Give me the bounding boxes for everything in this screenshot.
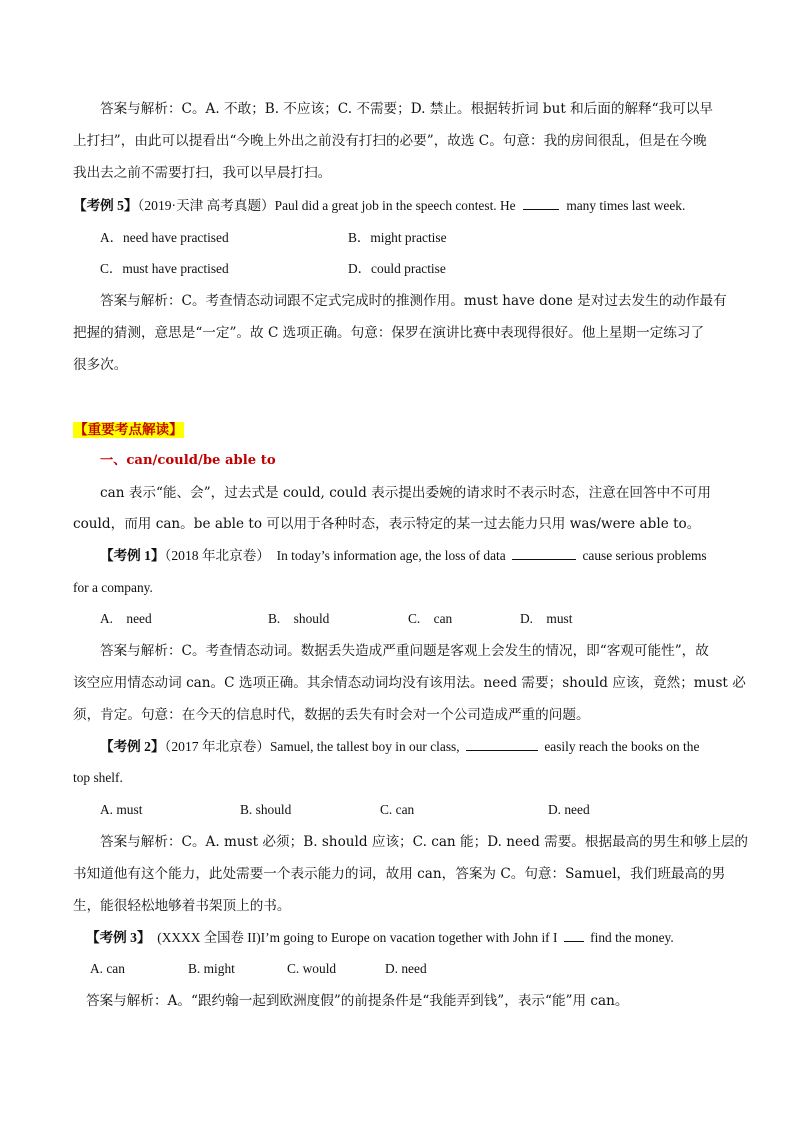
option-b: B. might — [188, 961, 235, 976]
answer-line: 很多次。 — [73, 357, 128, 373]
answer-line: 答案与解析：C。考查情态动词。数据丢失造成严重问题是客观上会发生的情况，即“客观可能性”，故 — [100, 643, 709, 659]
option-a: A. can — [90, 961, 125, 976]
answer-blank — [564, 929, 584, 942]
answer-line: 把握的猜测，意思是“一定”。故 C 选项正确。句意：保罗在演讲比赛中表现得很好。他上星期一定练习了 — [73, 325, 705, 341]
option-a: A．need have practised — [100, 230, 229, 245]
stem-text: many times last week. — [566, 198, 686, 213]
option-c: C. can — [380, 802, 415, 817]
question-source: （2017 年北京卷） — [164, 739, 270, 754]
question-source: (XXXX 全国卷 II) — [157, 930, 261, 945]
question-tag: 【考例 3】 — [86, 930, 151, 945]
stem-text: cause serious problems — [582, 548, 707, 563]
stem-text: easily reach the books on the — [544, 739, 700, 754]
option-b: B．might practise — [348, 230, 447, 245]
answer-line: 上打扫”，由此可以提看出“今晚上外出之前没有打扫的必要”，故选 C。句意：我的房间很乱，但是在今晚 — [73, 133, 707, 149]
stem-text: I’m going to Europe on vacation together with John if I — [260, 930, 558, 945]
paragraph-line: can 表示“能、会”，过去式是 could, could 表示提出委婉的请求时不表示时态，注意在回答中不可用 — [100, 485, 711, 501]
paragraph-line: could，而用 can。be able to 可以用于各种时态，表示特定的某一过去能力只用 was/were able to。 — [73, 516, 701, 532]
stem-continuation: for a company. — [73, 580, 153, 595]
answer-line: 我出去之前不需要打扫，我可以早晨打扫。 — [73, 165, 332, 181]
question-source: （2019·天津 高考真题） — [137, 198, 275, 213]
question-stem — [100, 737, 699, 757]
answer-line: 答案与解析：C。A. must 必须；B. should 应该；C. can 能；D. need 需要。根据最高的男生和够上层的 — [100, 834, 749, 850]
answer-line: 须，肯定。句意：在今天的信息时代，数据的丢失有时会对一个公司造成严重的问题。 — [73, 707, 590, 723]
option-c: C. can — [408, 611, 453, 626]
answer-blank — [523, 197, 559, 210]
option-d: D. need — [385, 961, 427, 976]
question-tag: 【考例 1】 — [100, 548, 165, 563]
option-b: B. should — [240, 802, 292, 817]
stem-text: find the money. — [590, 930, 674, 945]
question-stem — [100, 546, 707, 566]
subsection-title: 一、can/could/be able to — [100, 453, 276, 468]
section-heading: 【重要考点解读】 — [74, 422, 183, 438]
option-d: D. must — [520, 611, 573, 626]
option-c: C. would — [287, 961, 337, 976]
question-tag: 【考例 2】 — [100, 739, 165, 754]
option-b: B. should — [268, 611, 330, 626]
question-stem — [73, 196, 685, 216]
answer-line: 生，能很轻松地够着书架顶上的书。 — [73, 898, 291, 914]
question-source: （2018 年北京卷） — [164, 548, 270, 563]
option-a: A. need — [100, 611, 152, 626]
answer-line: 答案与解析：C。考查情态动词跟不定式完成时的推测作用。must have done 是对过去发生的动作最有 — [100, 293, 727, 309]
answer-line: 答案与解析：C。A. 不敢；B. 不应该；C. 不需要；D. 禁止。根据转折词 but 和后面的解释“我可以早 — [100, 101, 713, 117]
answer-blank — [466, 738, 538, 751]
stem-continuation: top shelf. — [73, 770, 123, 785]
answer-line: 该空应用情态动词 can。C 选项正确。其余情态动词均没有该用法。need 需要；should 应该，竟然；must 必 — [73, 675, 746, 691]
option-c: C．must have practised — [100, 261, 229, 276]
option-a: A. must — [100, 802, 143, 817]
stem-text: Samuel, the tallest boy in our class, — [269, 739, 460, 754]
option-d: D．could practise — [348, 261, 446, 276]
question-stem — [86, 928, 674, 948]
stem-text: Paul did a great job in the speech contest. He — [274, 198, 516, 213]
stem-text: In today’s information age, the loss of data — [276, 548, 506, 563]
answer-line: 答案与解析：A。“跟约翰一起到欧洲度假”的前提条件是“我能弄到钱”，表示“能”用 can。 — [86, 993, 629, 1009]
question-tag: 【考例 5】 — [73, 198, 138, 213]
answer-line: 书知道他有这个能力，此处需要一个表示能力的词，故用 can，答案为 C。句意：Samuel，我们班最高的男 — [73, 866, 726, 882]
option-d: D. need — [548, 802, 590, 817]
answer-blank — [512, 547, 576, 560]
